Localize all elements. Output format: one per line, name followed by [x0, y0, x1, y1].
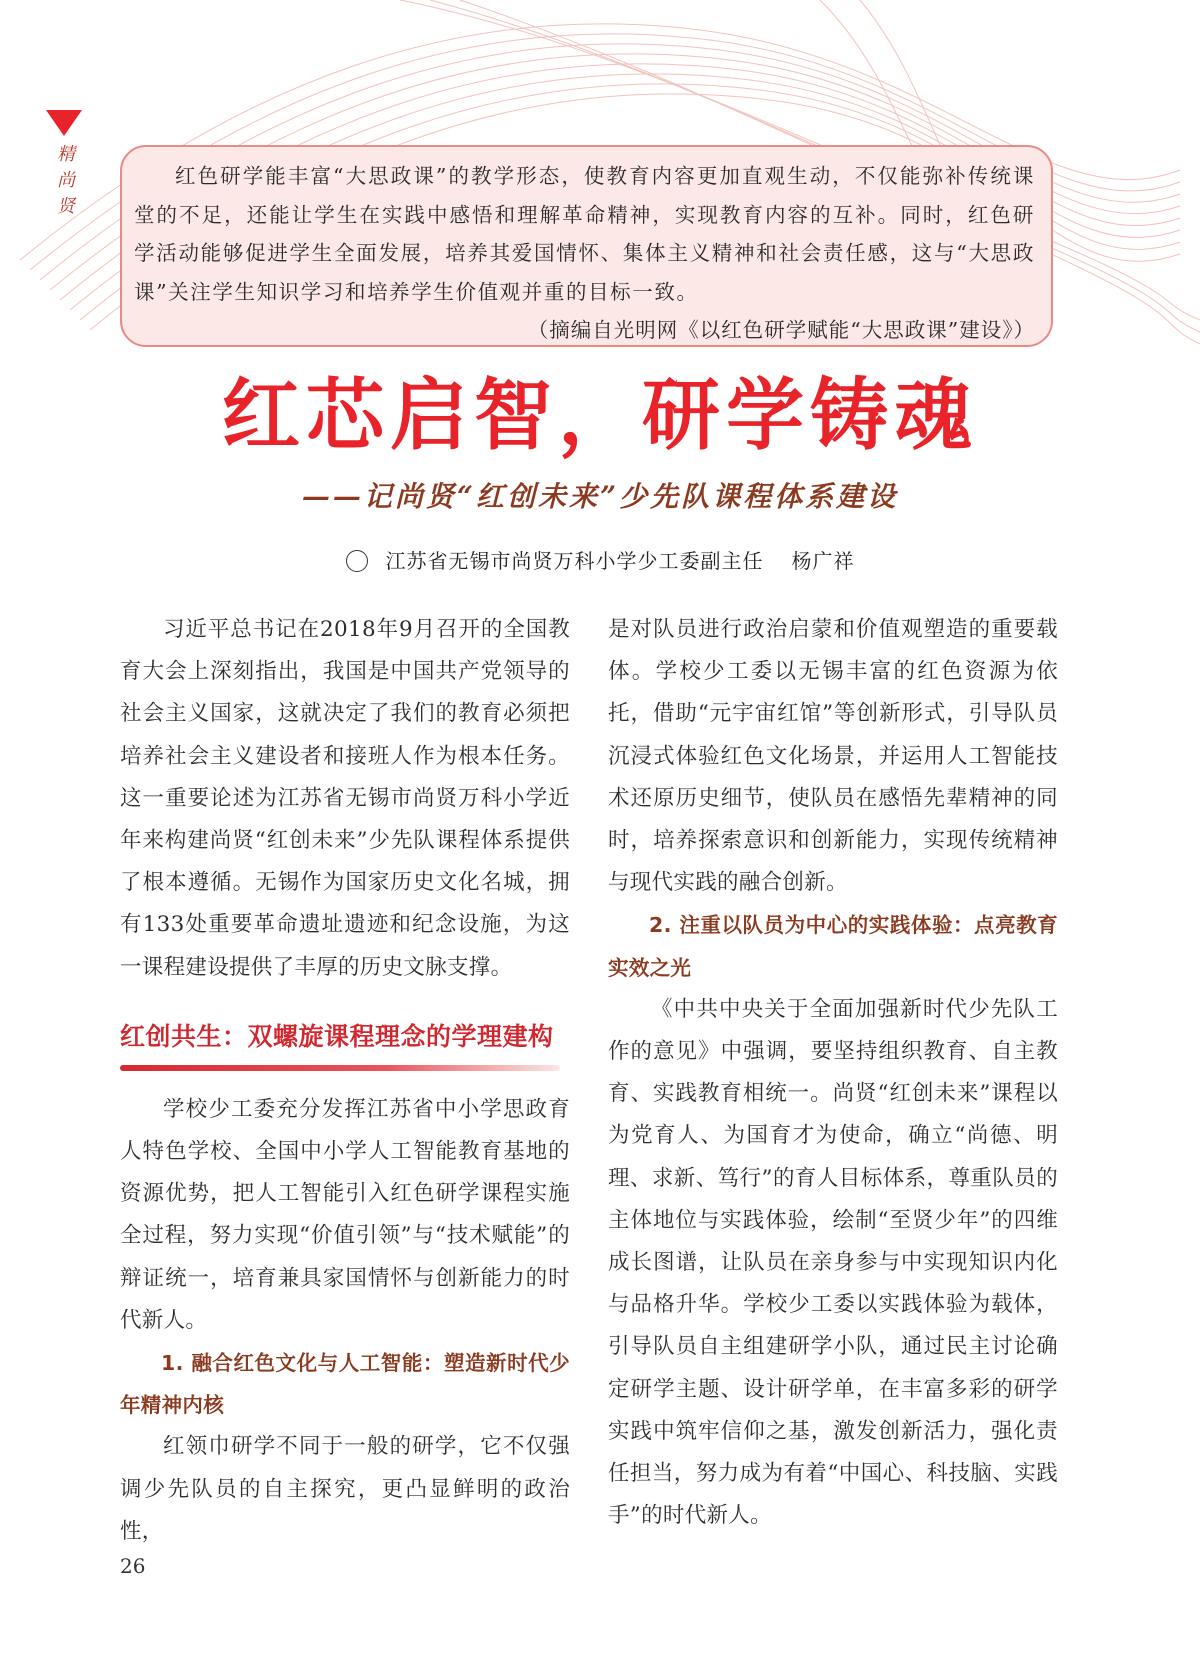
left-column	[120, 609, 570, 1553]
article-subtitle: ——记尚贤“红创未来”少先队课程体系建设	[301, 480, 899, 513]
quote-box	[120, 145, 1053, 347]
right-column	[608, 609, 1058, 1537]
author-affiliation: 江苏省无锡市尚贤万科小学少工委副主任	[385, 549, 764, 573]
byline	[0, 546, 1200, 576]
section-paragraph: 学校少工委充分发挥江苏省中小学思政育人特色学校、全国中小学人工智能教育基地的资源优势，把人工智能引入红色研学课程实施全过程，努力实现“价值引领”与“技术赋能”的辩证统一，培育兼具家国情怀与创新能力的时代新人。	[120, 1096, 570, 1333]
paragraph-1-start: 红领巾研学不同于一般的研学，它不仅强调少先队员的自主探究，更凸显鲜明的政治性，	[120, 1434, 570, 1544]
author-name: 杨广祥	[791, 549, 855, 573]
page-number: 26	[120, 1554, 146, 1578]
column-label: 精尚贤	[57, 144, 75, 217]
column-marker-triangle-icon	[46, 110, 82, 136]
section-title: 红创共生：双螺旋课程理念的学理建构	[120, 1021, 554, 1051]
intro-paragraph: 习近平总书记在2018年9月召开的全国教育大会上深刻指出，我国是中国共产党领导的社会主义国家，这就决定了我们的教育必须把培养社会主义建设者和接班人作为根本任务。这一重要论述为江苏省无锡市尚贤万科小学近年来构建尚贤“红创未来”少先队课程体系提供了根本遵循。无锡作为国家历史文化名城，拥有133处重要革命遗址遗迹和纪念设施，为这一课程建设提供了丰厚的历史文脉支撑。	[120, 617, 570, 980]
paragraph-1-continued: 是对队员进行政治启蒙和价值观塑造的重要载体。学校少工委以无锡丰富的红色资源为依托，借助“元宇宙红馆”等创新形式，引导队员沉浸式体验红色文化场景，并运用人工智能技术还原历史细节，使队员在感悟先辈精神的同时，培养探索意识和创新能力，实现传统精神与现代实践的融合创新。	[608, 617, 1058, 896]
subheading-1: 1. 融合红色文化与人工智能：塑造新时代少年精神内核	[120, 1351, 570, 1418]
article-title: 红芯启智，研学铸魂	[221, 371, 978, 461]
paragraph-2: 《中共中央关于全面加强新时代少先队工作的意见》中强调，要坚持组织教育、自主教育、实践教育相统一。尚贤“红创未来”课程以为党育人、为国育才为使命，确立“尚德、明理、求新、笃行”的育人目标体系，尊重队员的主体地位与实践体验，绘制“至贤少年”的四维成长图谱，让队员在亲身参与中实现知识内化与品格升华。学校少工委以实践体验为载体，引导队员自主组建研学小队，通过民主讨论确定研学主题、设计研学单，在丰富多彩的研学实践中筑牢信仰之基，激发创新活力，强化责任担当，努力成为有着“中国心、科技脑、实践手”的时代新人。	[608, 996, 1058, 1529]
subheading-2: 2. 注重以队员为中心的实践体验：点亮教育实效之光	[608, 913, 1058, 980]
quote-source: （摘编自光明网《以红色研学赋能“大思政课”建设》）	[527, 318, 1035, 342]
section-title-underline	[120, 1065, 560, 1071]
byline-circle-icon	[346, 550, 368, 572]
quote-text: 红色研学能丰富“大思政课”的教学形态，使教育内容更加直观生动，不仅能弥补传统课堂的不足，还能让学生在实践中感悟和理解革命精神，实现教育内容的互补。同时，红色研学活动能够促进学生全面发展，培养其爱国情怀、集体主义精神和社会责任感，这与“大思政课”关注学生知识学习和培养学生价值观并重的目标一致。	[134, 164, 1035, 304]
